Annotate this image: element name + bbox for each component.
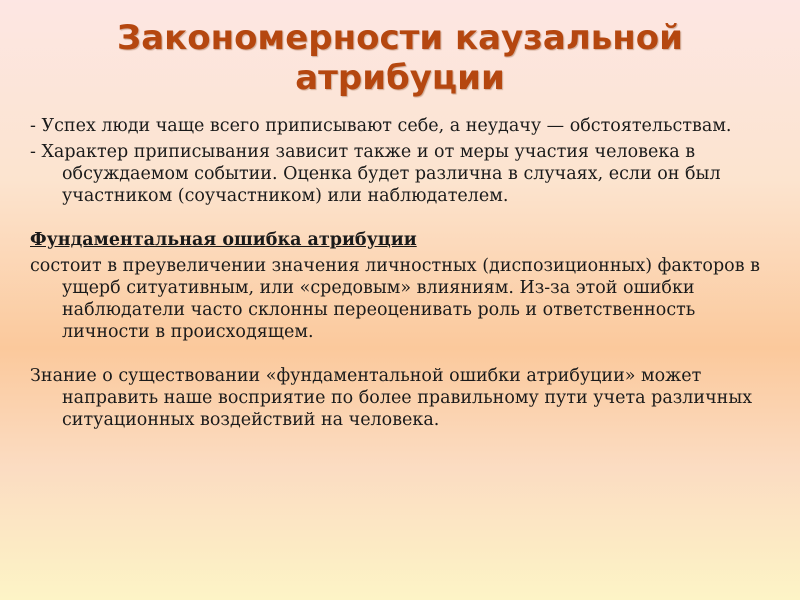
bullet-success-failure: - Успех люди чаще всего приписывают себе, а неудачу — обстоятельствам. — [30, 116, 732, 136]
slide-title — [0, 18, 800, 98]
title-line-1: Закономерности каузальной — [117, 18, 683, 58]
paragraph-conclusion: Знание о существовании «фундаментальной ошибки атрибуции» может направить наше восприятие по более правильному пути учета различных ситуационных воздействий на человека. — [30, 366, 753, 430]
slide-body — [30, 115, 780, 431]
bullet-participation: - Характер приписывания зависит также и от меры участия человека в обсуждаемом событии. Оценка будет различна в случаях, если он был участником (соучастником) или наблюдателем. — [30, 142, 721, 206]
section-heading: Фундаментальная ошибка атрибуции — [30, 230, 417, 250]
paragraph-definition: состоит в преувеличении значения личностных (диспозиционных) факторов в ущерб ситуативным, или «средовым» влияниям. Из-за этой ошибки наблюдатели часто склонны переоценивать роль и ответственность личности в происходящем. — [30, 256, 760, 342]
title-line-2: атрибуции — [295, 58, 505, 98]
